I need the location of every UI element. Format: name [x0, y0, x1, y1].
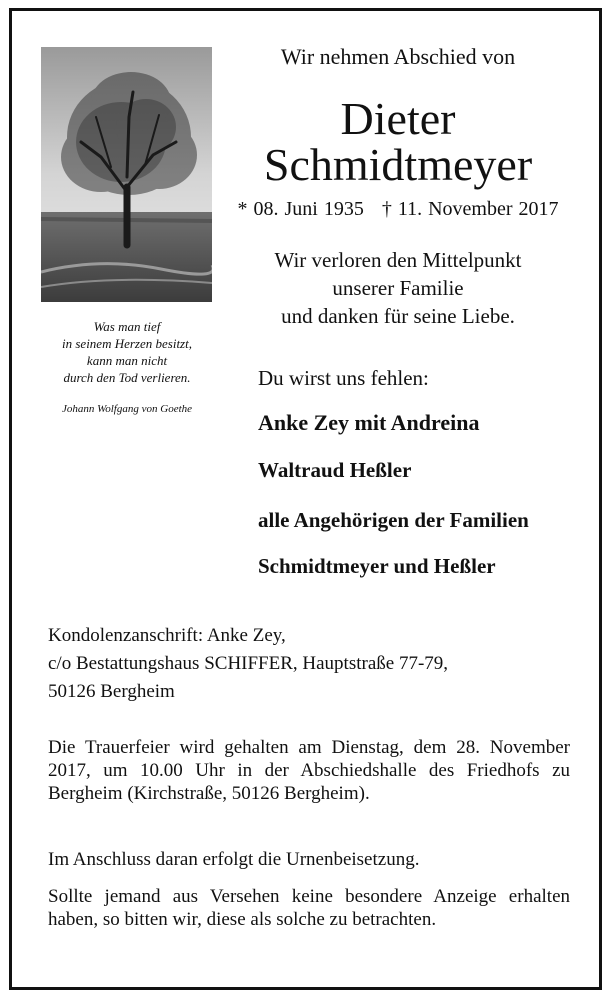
notice-disclaimer: Sollte jemand aus Versehen keine besondere Anzeige erhalten haben, so bitten wir, diese als solche zu betrachten. — [48, 886, 570, 930]
birth-date: * 08. Juni 1935 — [237, 198, 364, 220]
goethe-quote — [20, 318, 234, 386]
remembrance-text — [228, 246, 568, 330]
deceased-name — [228, 93, 568, 190]
quote-line: kann man nicht — [86, 353, 168, 368]
address-line: c/o Bestattungshaus SCHIFFER, Hauptstraße 77-79, — [48, 653, 449, 674]
mourner-name: Schmidtmeyer und Heßler — [258, 554, 496, 578]
quote-line: durch den Tod verlieren. — [63, 370, 191, 385]
quote-line: Was man tief — [93, 319, 161, 334]
intro-text: Wir nehmen Abschied von — [280, 44, 516, 69]
quote-author: Johann Wolfgang von Goethe — [61, 403, 193, 415]
mourner-name: Waltraud Heßler — [258, 458, 412, 482]
miss-text: Du wirst uns fehlen: — [258, 366, 429, 390]
remembrance-line: Wir verloren den Mittelpunkt — [274, 248, 522, 272]
remembrance-line: und danken für seine Liebe. — [281, 304, 515, 328]
first-name: Dieter — [340, 93, 456, 144]
life-dates — [218, 198, 578, 221]
death-date: † 11. November 2017 — [381, 198, 559, 220]
tree-icon — [41, 47, 212, 302]
urn-burial-info: Im Anschluss daran erfolgt die Urnenbeisetzung. — [48, 849, 420, 870]
address-line: 50126 Bergheim — [48, 681, 175, 702]
ceremony-info: Die Trauerfeier wird gehalten am Dienstag, dem 28. November 2017, um 10.00 Uhr in der Abschiedshalle des Friedhofs zu Bergheim (Kirchstraße, 50126 Bergheim). — [48, 737, 570, 804]
mourner-name: Anke Zey mit Andreina — [258, 410, 480, 435]
last-name: Schmidtmeyer — [263, 139, 533, 190]
quote-line: in seinem Herzen besitzt, — [62, 336, 192, 351]
tree-photo — [41, 47, 212, 302]
mourner-name: alle Angehörigen der Familien — [258, 508, 529, 532]
remembrance-line: unserer Familie — [332, 276, 464, 300]
condolence-address — [48, 622, 578, 706]
address-line: Kondolenzanschrift: Anke Zey, — [48, 625, 286, 646]
